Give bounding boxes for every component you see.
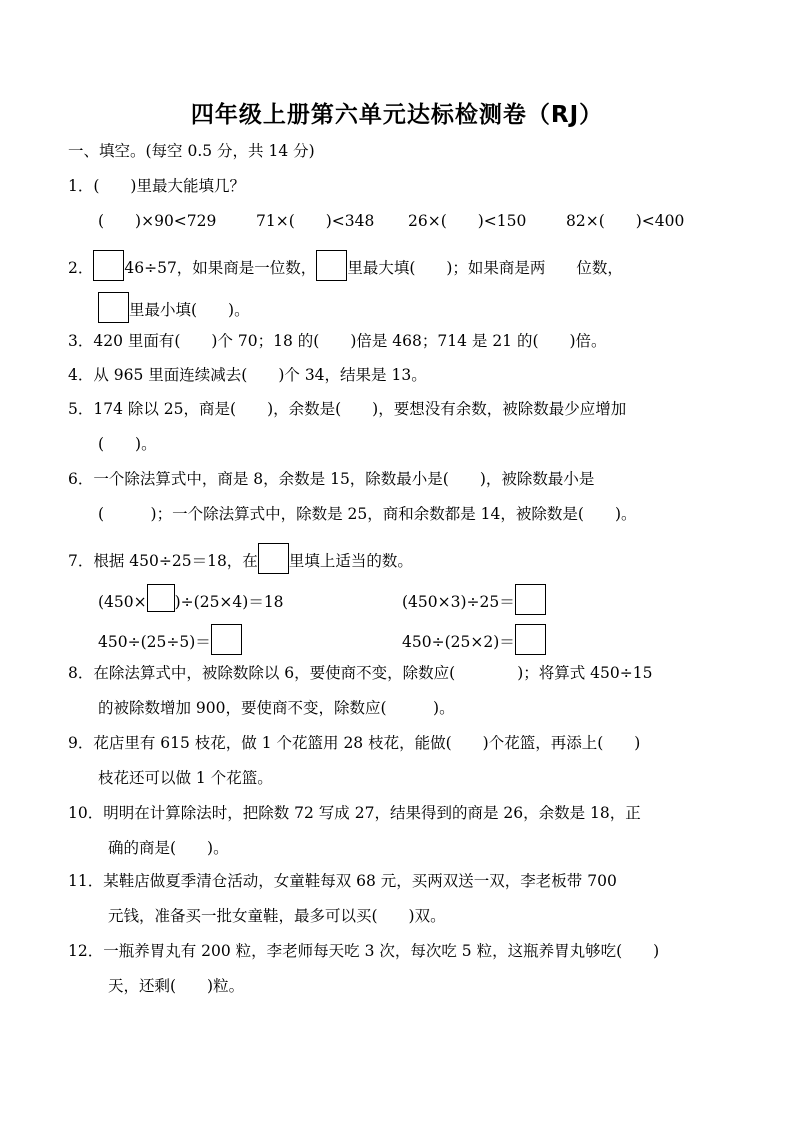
answer-box[interactable] (93, 250, 124, 281)
question-8-line-2: 的被除数增加 900，要使商不变，除数应( )。 (98, 699, 455, 717)
section-heading: 一、填空。(每空 0.5 分，共 14 分) (68, 142, 315, 160)
answer-box[interactable] (211, 624, 242, 655)
question-4: 4．从 965 里面连续减去( )个 34，结果是 13。 (68, 366, 427, 384)
question-10-line-1: 10．明明在计算除法时，把除数 72 写成 27，结果得到的商是 26，余数是 18，正 (68, 804, 641, 822)
equation-a-left: (450× (98, 593, 147, 611)
question-2-line-2 (98, 292, 250, 323)
question-2-part-3: 里最小填( )。 (129, 301, 250, 319)
question-9-line-2: 枝花还可以做 1 个花篮。 (98, 769, 273, 787)
question-7-equation-b (402, 584, 546, 615)
question-10-line-2: 确的商是( )。 (108, 839, 229, 857)
question-12-line-2: 天，还剩( )粒。 (108, 977, 245, 995)
question-1-a: ( )×90<729 (98, 212, 217, 230)
question-6-line-2: ( )；一个除法算式中，除数是 25，商和余数都是 14，被除数是( )。 (98, 505, 637, 523)
question-1-stem: 1．( )里最大能填几？ (68, 177, 245, 195)
question-2-part-2: 里最大填( )；如果商是两 位数， (347, 259, 623, 277)
answer-box[interactable] (515, 624, 546, 655)
question-7-equation-d (402, 624, 546, 655)
question-11-line-2: 元钱，准备买一批女童鞋，最多可以买( )双。 (108, 907, 446, 925)
answer-box[interactable] (258, 543, 289, 574)
question-2-line-1 (68, 250, 623, 281)
question-1-b: 71×( )<348 (256, 212, 375, 230)
page-title: 四年级上册第六单元达标检测卷（RJ） (190, 102, 604, 128)
question-12-line-1: 12．一瓶养胃丸有 200 粒，李老师每天吃 3 次，每次吃 5 粒，这瓶养胃丸够吃( ) (68, 942, 660, 960)
question-7-stem (68, 543, 413, 574)
question-5-line-2: ( )。 (98, 435, 157, 453)
question-11-line-1: 11．某鞋店做夏季清仓活动，女童鞋每双 68 元，买两双送一双，李老板带 700 (68, 872, 617, 890)
equation-b-text: (450×3)÷25＝ (402, 593, 515, 611)
equation-c-text: 450÷(25÷5)＝ (98, 633, 211, 651)
question-1-c: 26×( )<150 (408, 212, 527, 230)
question-2-part-1: 46÷57，如果商是一位数， (124, 259, 317, 277)
answer-box[interactable] (316, 250, 347, 281)
question-5-line-1: 5．174 除以 25，商是( )，余数是( )，要想没有余数，被除数最少应增加 (68, 400, 627, 418)
question-7-part-2: 里填上适当的数。 (288, 552, 413, 570)
answer-box[interactable] (515, 584, 546, 615)
question-6-line-1: 6．一个除法算式中，商是 8，余数是 15，除数最小是( )，被除数最小是 (68, 470, 595, 488)
question-7-equation-c (98, 624, 242, 655)
equation-a-right: )÷(25×4)＝18 (174, 593, 284, 611)
question-7-equation-a (98, 584, 284, 613)
question-3: 3．420 里面有( )个 70；18 的( )倍是 468；714 是 21 的( )倍。 (68, 332, 607, 350)
equation-d-text: 450÷(25×2)＝ (402, 633, 515, 651)
question-8-line-1: 8．在除法算式中，被除数除以 6，要使商不变，除数应( )；将算式 450÷15 (68, 664, 653, 682)
question-9-line-1: 9．花店里有 615 枝花，做 1 个花篮用 28 枝花，能做( )个花篮，再添上( ) (68, 734, 641, 752)
answer-box[interactable] (98, 292, 129, 323)
question-2-number: 2． (68, 259, 94, 277)
answer-box[interactable] (147, 584, 175, 612)
question-1-d: 82×( )<400 (566, 212, 685, 230)
question-7-part-1: 7．根据 450÷25＝18，在 (68, 552, 258, 570)
